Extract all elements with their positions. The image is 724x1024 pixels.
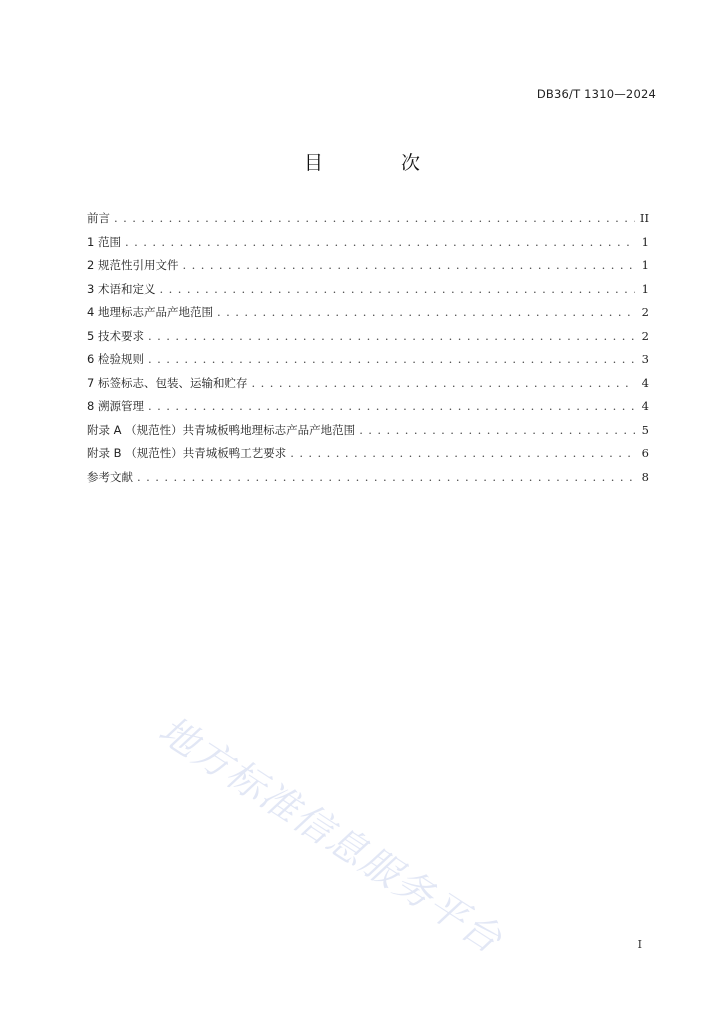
toc-entry-appendix-b[interactable] (87, 442, 649, 466)
toc-entry-page: 5 (641, 422, 649, 437)
toc-leader-dots (148, 325, 635, 349)
toc-leader-dots (359, 419, 635, 443)
toc-entry-inspection-rules[interactable] (87, 348, 649, 372)
toc-entry-scope[interactable] (87, 231, 649, 255)
toc-entry-label: 2 规范性引用文件 (87, 258, 179, 272)
toc-entry-page: 1 (641, 258, 649, 272)
toc-entry-label: 6 检验规则 (87, 352, 144, 366)
toc-entry-page: 6 (641, 446, 649, 460)
toc-entry-appendix-a[interactable] (87, 419, 649, 443)
toc-entry-traceability[interactable] (87, 395, 649, 419)
toc-leader-dots (251, 372, 635, 396)
toc-entry-bibliography[interactable] (87, 466, 649, 490)
toc-leader-dots (137, 466, 635, 490)
toc-entry-label: 7 标签标志、包装、运输和贮存 (87, 375, 248, 390)
toc-entry-label: 参考文献 (87, 469, 133, 484)
table-of-contents (87, 207, 649, 489)
toc-leader-dots (159, 278, 635, 302)
page-number: I (637, 938, 642, 951)
toc-entry-origin-area[interactable] (87, 301, 649, 325)
toc-entry-label: 附录 A （规范性）共青城板鸭地理标志产品产地范围 (87, 422, 356, 437)
toc-entry-technical-requirements[interactable] (87, 325, 649, 349)
toc-leader-dots (125, 231, 635, 255)
toc-entry-page: 1 (641, 281, 649, 296)
toc-entry-page: 8 (641, 469, 649, 484)
toc-entry-page: 2 (641, 328, 649, 343)
toc-entry-label: 3 术语和定义 (87, 281, 156, 296)
toc-entry-label: 8 溯源管理 (87, 399, 144, 413)
toc-entry-labeling-packaging[interactable] (87, 372, 649, 396)
toc-entry-label: 1 范围 (87, 234, 121, 249)
toc-entry-page: 4 (641, 399, 649, 413)
toc-entry-label: 附录 B （规范性）共青城板鸭工艺要求 (87, 446, 287, 460)
toc-entry-terms-definitions[interactable] (87, 278, 649, 302)
watermark: 地方标准信息服务平台 (151, 707, 511, 963)
toc-entry-page: II (639, 211, 649, 225)
toc-entry-page: 3 (641, 352, 649, 366)
toc-entry-normative-references[interactable] (87, 254, 649, 278)
toc-entry-foreword[interactable] (87, 207, 649, 231)
toc-leader-dots (148, 395, 635, 419)
toc-entry-label: 5 技术要求 (87, 328, 144, 343)
standard-code: DB36/T 1310—2024 (536, 87, 656, 101)
toc-entry-page: 1 (641, 234, 649, 249)
toc-entry-label: 前言 (87, 211, 110, 225)
toc-leader-dots (148, 348, 635, 372)
toc-leader-dots (217, 301, 635, 325)
toc-leader-dots (114, 207, 635, 231)
toc-entry-page: 2 (641, 305, 649, 319)
toc-entry-label: 4 地理标志产品产地范围 (87, 305, 213, 319)
toc-entry-page: 4 (641, 375, 649, 390)
toc-leader-dots (182, 254, 635, 278)
toc-leader-dots (290, 442, 635, 466)
toc-heading: 目 次 (303, 152, 457, 174)
